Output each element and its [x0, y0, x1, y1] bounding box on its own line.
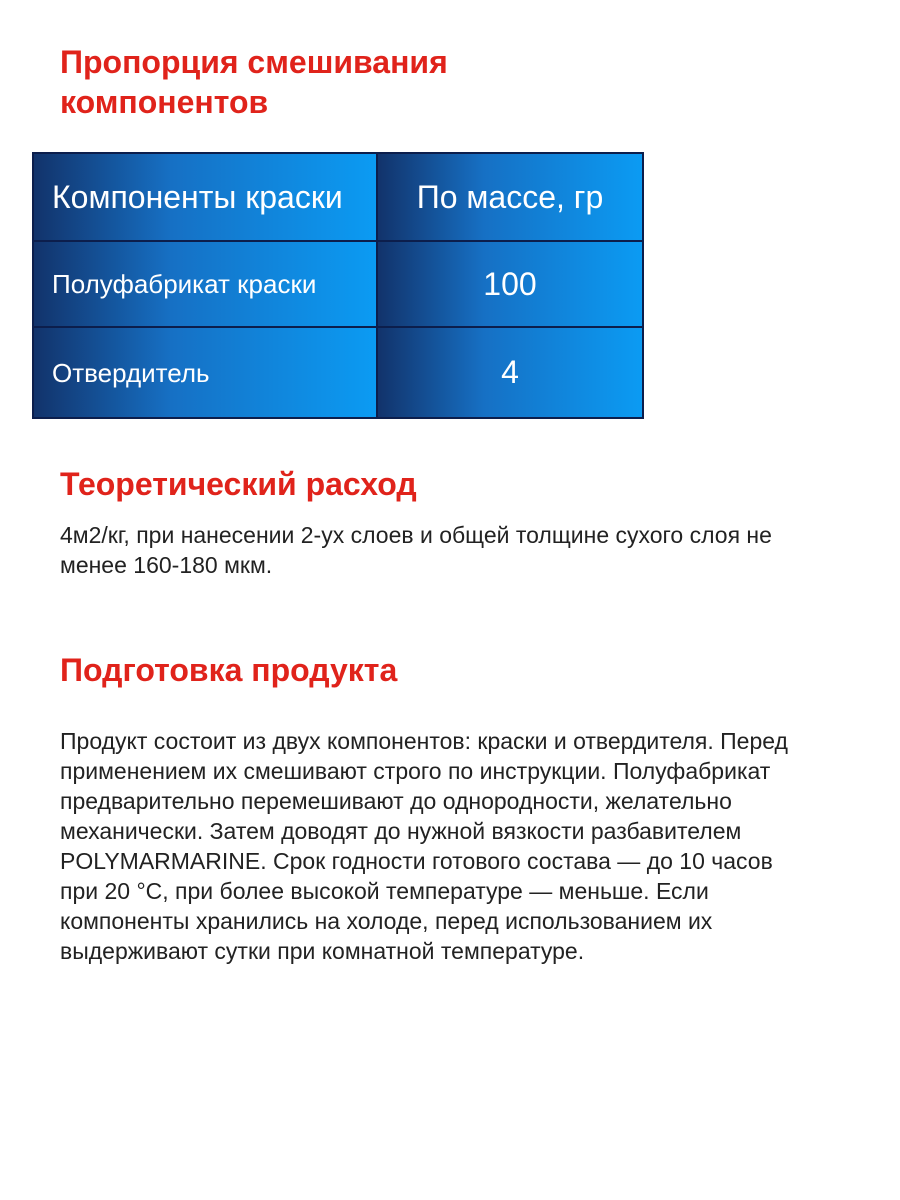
table-row: [33, 327, 643, 418]
component-mass: 100: [377, 241, 643, 327]
component-mass: 4: [377, 327, 643, 418]
table-row: [33, 241, 643, 327]
mix-ratio-table: [32, 152, 644, 419]
table-header-row: [33, 153, 643, 241]
consumption-text: 4м2/кг, при нанесении 2-ух слоев и общей толщине сухого слоя не менее 160-180 мкм.: [60, 522, 772, 578]
header-components: Компоненты краски: [33, 153, 377, 241]
preparation-text: Продукт состоит из двух компонентов: краски и отвердителя. Перед применением их смешивают строго по инструкции. Полуфабрикат предварительно перемешивают до однородности, желательно механически. Затем доводят до нужной вязкости разбавителем POLYMARMARINE. Срок годности готового состава — до 10 часов при 20 °C, при более высокой температуре — меньше. Если компоненты хранились на холоде, перед использованием их выдерживают сутки при комнатной температуре.: [60, 728, 788, 964]
consumption-heading: Теоретический расход: [60, 466, 417, 502]
component-name: Полуфабрикат краски: [33, 241, 377, 327]
header-mass: По массе, гр: [377, 153, 643, 241]
component-name: Отвердитель: [33, 327, 377, 418]
preparation-heading: Подготовка продукта: [60, 652, 398, 688]
mix-ratio-heading: Пропорция смешивания компонентов: [60, 44, 448, 120]
